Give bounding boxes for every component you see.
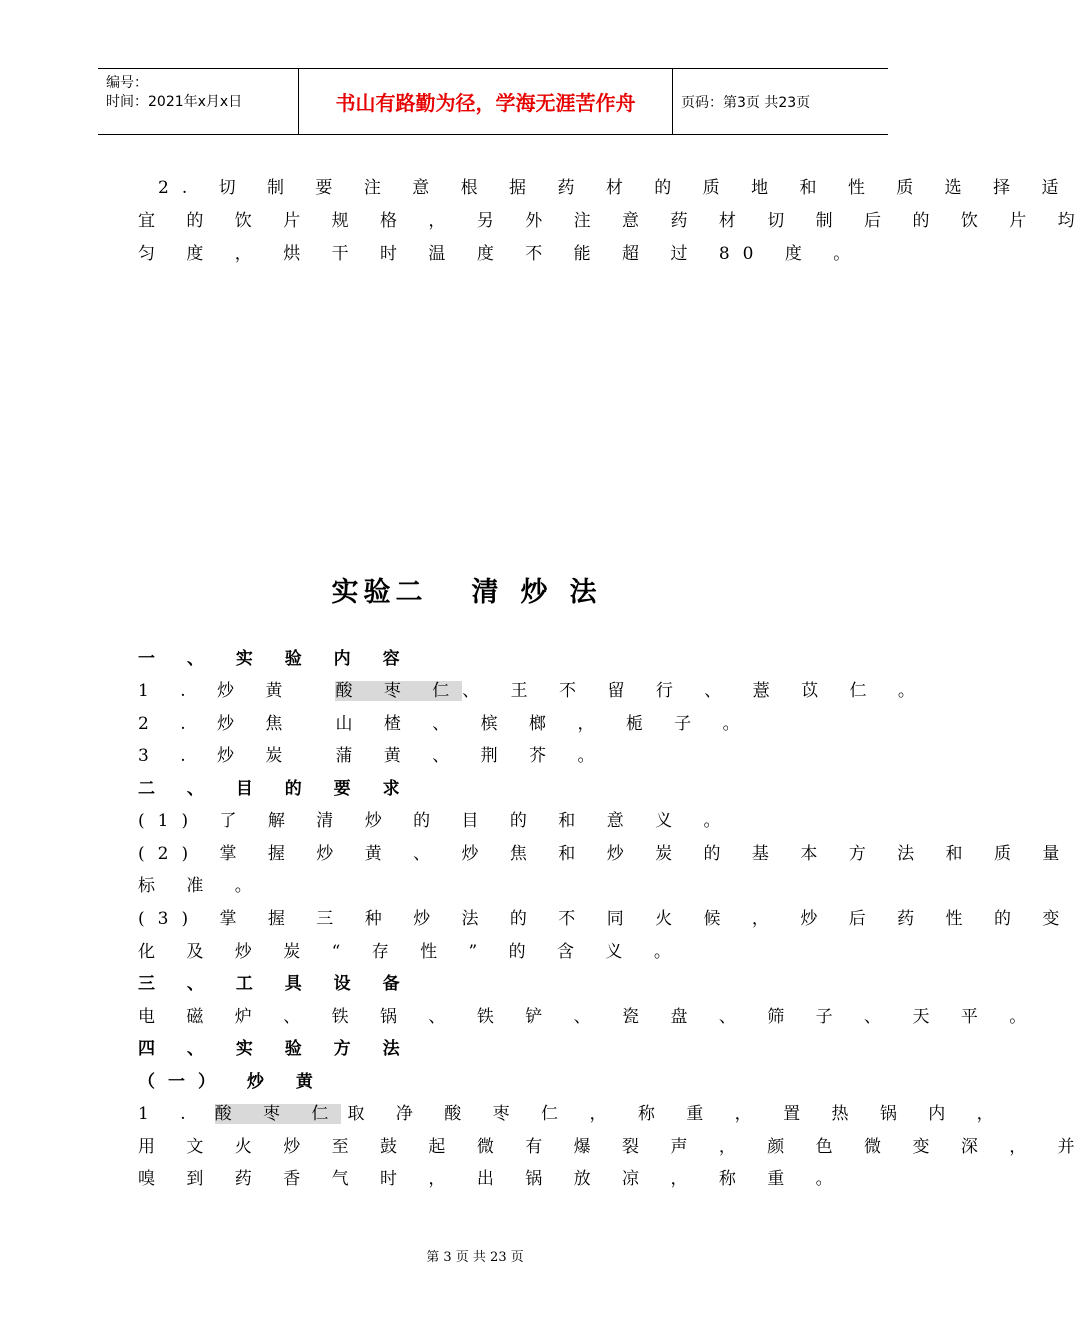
- item1-rest: 、 王 不 留 行 、 薏 苡 仁 。: [462, 681, 928, 701]
- motto-text: 书山有路勤为径，学海无涯苦作舟: [335, 91, 636, 115]
- intro-line-1: 2. 切 制 要 注 意 根 据 药 材 的 质 地 和 性 质 选 择 适: [158, 178, 1072, 198]
- requirement-2-line-1: (2) 掌 握 炒 黄 、 炒 焦 和 炒 炭 的 基 本 方 法 和 质 量: [138, 844, 1073, 864]
- item2-rest: 山 楂 、 槟 榔 ， 栀 子 。: [335, 714, 753, 734]
- method-step-1: [138, 1102, 1007, 1126]
- intro-line-3: 匀 度 ， 烘 干 时 温 度 不 能 超 过 80 度 。: [138, 244, 864, 264]
- header-table: [98, 68, 888, 135]
- title-part-2: 清炒法: [471, 577, 619, 608]
- header-page-cell: [673, 69, 888, 134]
- sub-heading: （一） 炒 黄: [138, 1072, 326, 1092]
- header-meta-cell: [98, 69, 299, 134]
- page-footer: 第 3 页 共 23 页: [426, 1250, 524, 1265]
- list-item: [138, 712, 753, 736]
- title-part-1: 实验二: [331, 577, 428, 608]
- section-heading-4: 四 、 实 验 方 法: [138, 1039, 413, 1059]
- method-step-1-line-2: 用 文 火 炒 至 鼓 起 微 有 爆 裂 声 ， 颜 色 微 变 深 ， 并: [138, 1137, 1088, 1157]
- section-heading-2: 二 、 目 的 要 求: [138, 779, 413, 799]
- time-label: 时间：2021年x月x日: [106, 94, 243, 110]
- item2-label: 2 . 炒 焦: [138, 714, 296, 734]
- step1-label: 1 .: [138, 1104, 199, 1124]
- list-item: [138, 744, 607, 768]
- page-title: [0, 570, 950, 609]
- item3-label: 3 . 炒 炭: [138, 746, 296, 766]
- step1-rest: 取 净 酸 枣 仁 ， 称 重 ， 置 热 锅 内 ，: [347, 1104, 1007, 1124]
- tools-list: 电 磁 炉 、 铁 锅 、 铁 铲 、 瓷 盘 、 筛 子 、 天 平 。: [138, 1007, 1040, 1027]
- serial-label: 编号：: [106, 75, 148, 91]
- item3-rest: 蒲 黄 、 荆 芥 。: [335, 746, 608, 766]
- requirement-1: (1) 了 解 清 炒 的 目 的 和 意 义 。: [138, 811, 734, 831]
- item1-label: 1 . 炒 黄: [138, 681, 296, 701]
- page-info: 页码：第3页 共23页: [681, 94, 811, 111]
- requirement-3-line-2: 化 及 炒 炭 “ 存 性 ” 的 含 义 。: [138, 942, 684, 962]
- method-step-1-line-3: 嗅 到 药 香 气 时 ， 出 锅 放 凉 ， 称 重 。: [138, 1169, 846, 1189]
- requirement-2-line-2: 标 准 。: [138, 876, 265, 896]
- list-item: [138, 679, 928, 703]
- section-heading-3: 三 、 工 具 设 备: [138, 974, 413, 994]
- requirement-3-line-1: (3) 掌 握 三 种 炒 法 的 不 同 火 候 ， 炒 后 药 性 的 变: [138, 909, 1073, 929]
- highlighted-term: 酸 枣 仁: [335, 681, 463, 701]
- highlighted-term: 酸 枣 仁: [214, 1104, 342, 1124]
- section-heading-1: 一 、 实 验 内 容: [138, 649, 413, 669]
- header-motto-cell: [299, 69, 673, 134]
- intro-line-2: 宜 的 饮 片 规 格 ， 另 外 注 意 药 材 切 制 后 的 饮 片 均: [138, 211, 1088, 231]
